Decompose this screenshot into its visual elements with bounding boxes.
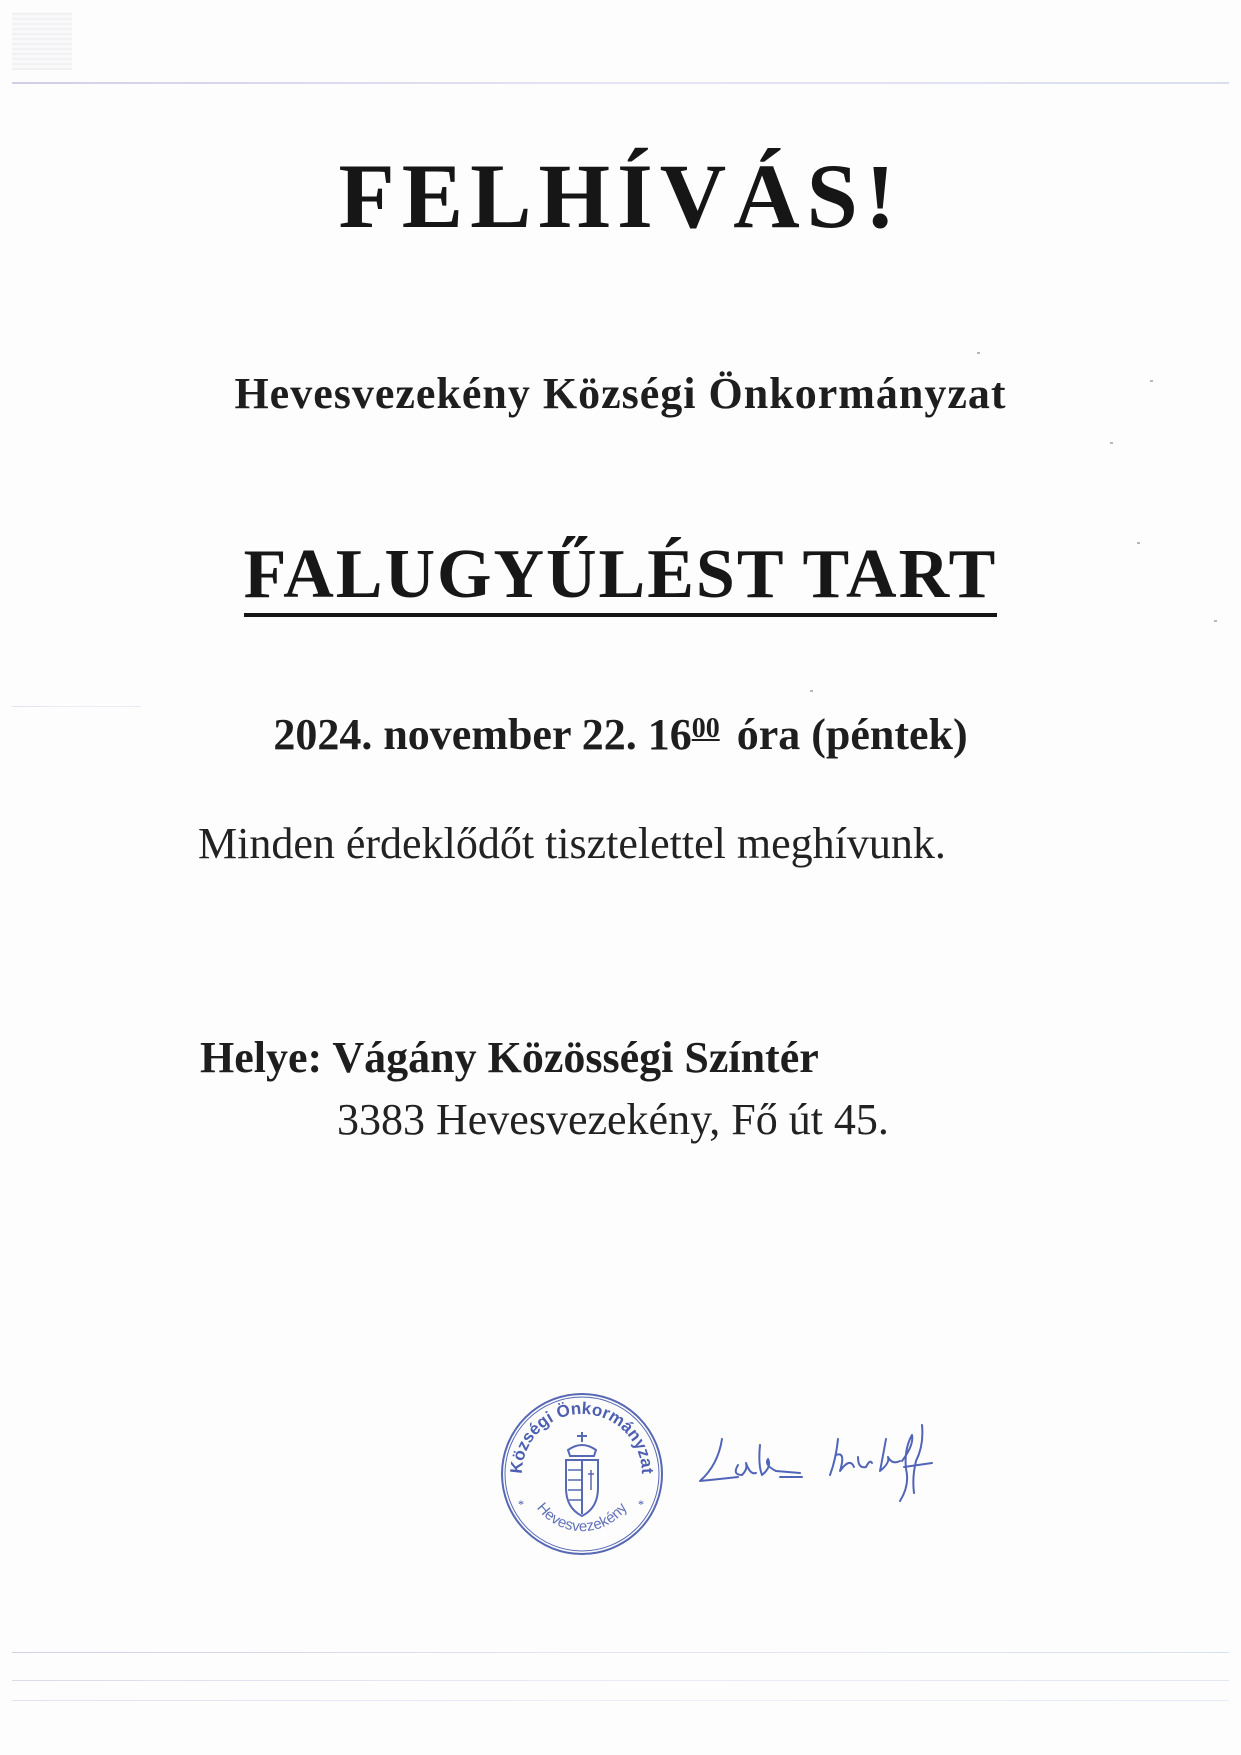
scan-line-top [12, 82, 1229, 84]
event-date-hour: 2024. november 22. 16 [273, 710, 692, 759]
scan-line-bottom-2 [12, 1680, 1229, 1681]
event-datetime [0, 710, 1241, 759]
stamp-star-left: * [518, 1497, 524, 1511]
scan-line-bottom-1 [12, 1652, 1229, 1653]
scan-speck [1214, 620, 1217, 622]
invitation-text: Minden érdeklődőt tisztelettel meghívunk. [198, 819, 946, 868]
notice-headline-text: FALUGYŰLÉST TART [244, 536, 998, 617]
scan-corner-artifact [12, 12, 72, 70]
signature [690, 1405, 960, 1515]
notice-headline [0, 536, 1241, 613]
event-minutes: 00 [691, 713, 720, 744]
scan-speck [1110, 442, 1113, 444]
stamp-bottom-text: Hevesvezekény [533, 1499, 631, 1536]
scan-speck [810, 690, 813, 692]
notice-title: FELHÍVÁS! [338, 145, 903, 247]
scan-line-mid [12, 706, 141, 707]
event-day: óra (péntek) [725, 710, 968, 759]
stamp-star-right: * [638, 1497, 644, 1511]
coat-of-arms-icon [566, 1432, 598, 1516]
stamp-top-text: Községi Önkormányzat [506, 1398, 658, 1475]
official-stamp [498, 1390, 666, 1558]
venue-address: 3383 Hevesvezekény, Fő út 45. [337, 1095, 889, 1144]
scan-line-bottom-3 [12, 1700, 1229, 1701]
venue-label: Helye: Vágány Közösségi Színtér [200, 1033, 819, 1082]
scan-speck [977, 352, 980, 354]
organization-name: Hevesvezekény Községi Önkormányzat [234, 369, 1007, 418]
